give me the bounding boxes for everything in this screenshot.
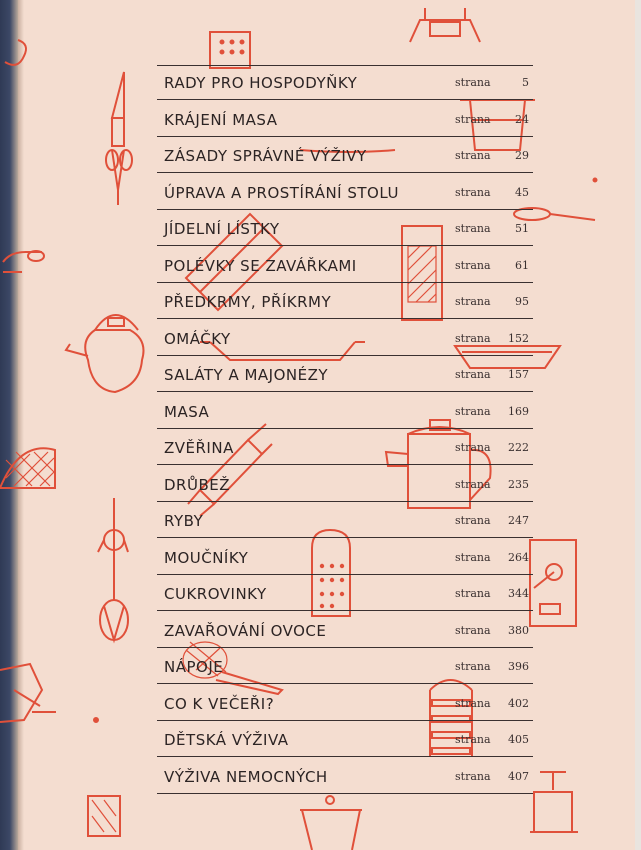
toc-rule [157, 756, 533, 757]
toc-top-rule [157, 65, 533, 66]
toc-entry-page-number: 402 [508, 696, 529, 710]
toc-entry-label: strana [455, 733, 491, 746]
toc-entry-label: strana [455, 331, 491, 345]
toc-entry-page-number: 247 [508, 514, 529, 527]
toc-entry-title: ZÁSADY SPRÁVNÉ VÝŽIVY [164, 147, 367, 165]
toc-entry-title: POLÉVKY SE ZAVÁŘKAMI [164, 256, 357, 275]
toc-rule [157, 574, 533, 575]
toc-rule [157, 99, 533, 100]
toc-entry-title: ZAVAŘOVÁNÍ OVOCE [164, 621, 327, 640]
toc-entry-page-number: 222 [508, 441, 529, 454]
toc-rule [157, 245, 533, 246]
toc-entry-page-number: 407 [508, 769, 529, 783]
toc-rule [157, 501, 533, 502]
toc-entry-title: ZVĚŘINA [164, 439, 234, 457]
toc-entry-title: SALÁTY A MAJONÉZY [164, 366, 329, 384]
toc-entry-label: strana [455, 112, 491, 126]
toc-entry-label: strana [455, 222, 491, 235]
toc-entry-title: ÚPRAVA A PROSTÍRÁNÍ STOLU [164, 183, 399, 202]
toc-entry-label: strana [455, 660, 491, 673]
toc-entry-label: strana [455, 514, 491, 527]
toc-entry-label: strana [455, 441, 491, 454]
toc-entry-title: JÍDELNÍ LÍSTKY [164, 220, 280, 238]
toc-entry-page-number: 157 [508, 368, 529, 381]
toc-entry-label: strana [455, 477, 491, 491]
toc-rule [157, 355, 533, 356]
toc-entry-page-number: 61 [515, 258, 529, 272]
toc-entry-label: strana [455, 550, 491, 564]
toc-entry-page-number: 169 [508, 404, 529, 418]
toc-entry-label: strana [455, 76, 491, 89]
toc-entry-page-number: 24 [515, 112, 529, 126]
toc-rule [157, 136, 533, 137]
toc-entry-title: MASA [164, 402, 210, 421]
toc-rule [157, 172, 533, 173]
toc-entry-label: strana [455, 258, 491, 272]
toc-entry-title: CUKROVINKY [164, 585, 267, 603]
toc-entry-title: PŘEDKRMY, PŘÍKRMY [164, 293, 332, 311]
toc-rule [157, 793, 533, 794]
toc-rule [157, 647, 533, 648]
toc-entry-page-number: 405 [508, 733, 529, 746]
toc-entry-label: strana [455, 185, 491, 199]
toc-entry-label: strana [455, 149, 491, 162]
toc-rule [157, 391, 533, 392]
toc-rule [157, 282, 533, 283]
toc-entry-label: strana [455, 295, 491, 308]
toc-entry-title: NÁPOJE [164, 658, 224, 676]
toc-entry-title: OMÁČKY [164, 329, 231, 348]
toc-entry-page-number: 235 [508, 477, 529, 491]
toc-entry-label: strana [455, 404, 491, 418]
toc-entry-page-number: 396 [508, 660, 529, 673]
toc-entry-title: MOUČNÍKY [164, 548, 249, 567]
toc-entry-page-number: 51 [515, 222, 529, 235]
toc-rule [157, 720, 533, 721]
toc-rule [157, 318, 533, 319]
toc-entry-label: strana [455, 769, 491, 783]
toc-entry-label: strana [455, 623, 491, 637]
toc-entry-page-number: 5 [522, 76, 529, 89]
toc-entry-title: DĚTSKÁ VÝŽIVA [164, 731, 289, 749]
toc-rule [157, 537, 533, 538]
toc-entry-page-number: 264 [508, 550, 529, 564]
toc-rule [157, 209, 533, 210]
toc-entry-page-number: 95 [515, 295, 529, 308]
toc-entry-title: VÝŽIVA NEMOCNÝCH [164, 767, 328, 786]
toc-rule [157, 610, 533, 611]
toc-entry-title: DRŮBEŽ [164, 475, 230, 494]
toc-entry-label: strana [455, 587, 491, 600]
toc-entry-label: strana [455, 368, 491, 381]
toc-entry-title: RADY PRO HOSPODYŇKY [164, 74, 358, 92]
toc-entry-page-number: 29 [515, 149, 529, 162]
toc-rule [157, 464, 533, 465]
toc-entry-page-number: 344 [508, 587, 529, 600]
toc-entry-page-number: 380 [508, 623, 529, 637]
toc-entry-page-number: 152 [508, 331, 529, 345]
toc-entry-page-number: 45 [515, 185, 529, 199]
toc-rule [157, 683, 533, 684]
toc-entry-label: strana [455, 696, 491, 710]
toc-entry-title: CO K VEČEŘI? [164, 694, 275, 713]
toc-entry-title: KRÁJENÍ MASA [164, 110, 278, 129]
toc-rule [157, 428, 533, 429]
toc-entry-title: RYBY [164, 512, 204, 530]
